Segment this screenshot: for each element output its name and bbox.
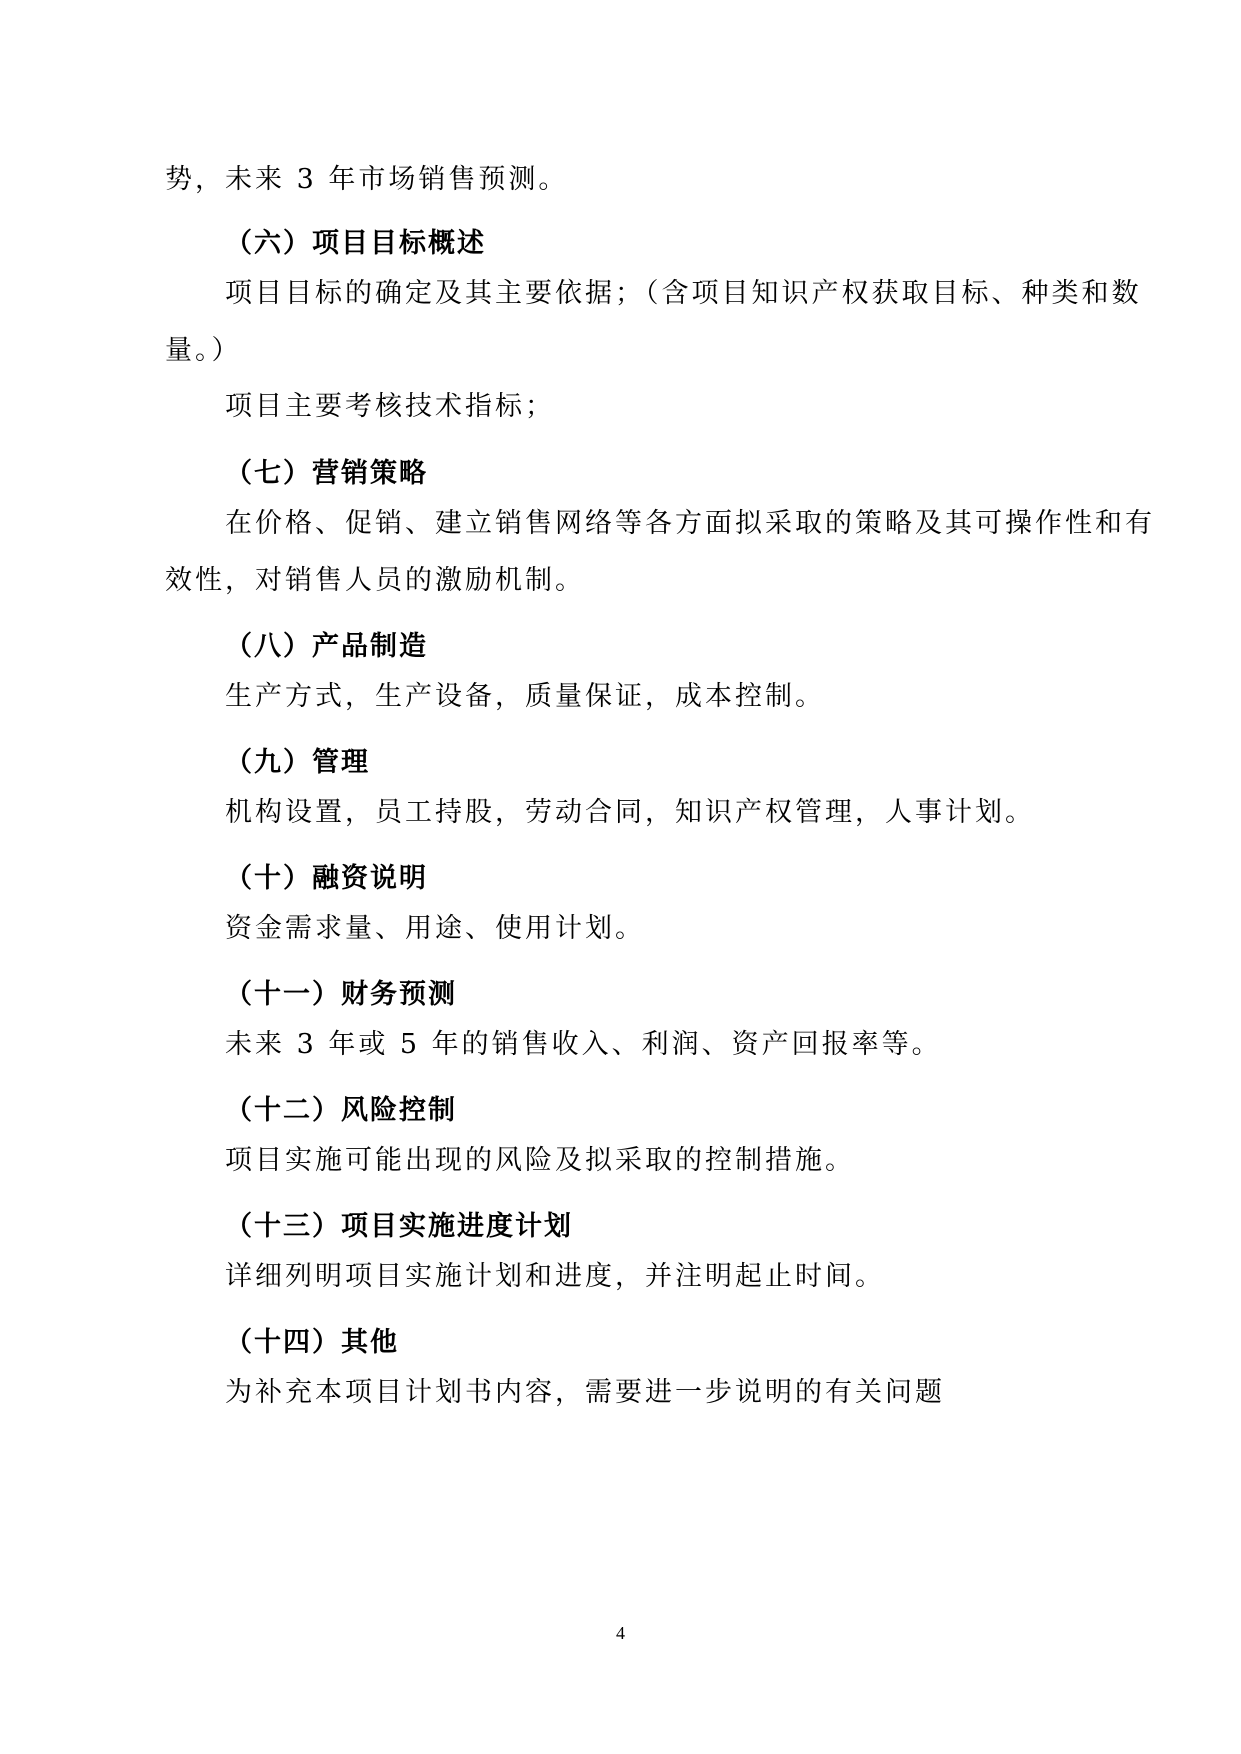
section-heading-12: （十二）风险控制 xyxy=(225,1095,457,1126)
body-text-line: 生产方式，生产设备，质量保证，成本控制。 xyxy=(225,681,825,712)
body-text-line: 项目实施可能出现的风险及拟采取的控制措施。 xyxy=(225,1145,855,1176)
body-text-line: 为补充本项目计划书内容，需要进一步说明的有关问题 xyxy=(225,1377,945,1408)
section-heading-13: （十三）项目实施进度计划 xyxy=(225,1211,573,1242)
body-text-line: 在价格、促销、建立销售网络等各方面拟采取的策略及其可操作性和有 xyxy=(225,508,1155,539)
body-text-line: 效性，对销售人员的激励机制。 xyxy=(165,565,585,596)
section-heading-8: （八）产品制造 xyxy=(225,631,428,662)
body-text-line: 未来 3 年或 5 年的销售收入、利润、资产回报率等。 xyxy=(225,1029,942,1060)
body-text-line: 项目主要考核技术指标； xyxy=(225,391,555,422)
section-heading-10: （十）融资说明 xyxy=(225,863,428,894)
section-heading-11: （十一）财务预测 xyxy=(225,979,457,1010)
section-heading-6: （六）项目目标概述 xyxy=(225,228,486,259)
body-text-line: 资金需求量、用途、使用计划。 xyxy=(225,913,645,944)
page-number: 4 xyxy=(616,1623,625,1643)
section-heading-14: （十四）其他 xyxy=(225,1327,399,1358)
body-text-line: 详细列明项目实施计划和进度，并注明起止时间。 xyxy=(225,1261,885,1292)
body-text-line: 项目目标的确定及其主要依据；（含项目知识产权获取目标、种类和数 xyxy=(225,278,1142,309)
body-text-line: 势，未来 3 年市场销售预测。 xyxy=(165,164,569,195)
section-heading-7: （七）营销策略 xyxy=(225,458,428,489)
section-heading-9: （九）管理 xyxy=(225,747,370,778)
body-text-line: 量。） xyxy=(165,335,242,366)
body-text-line: 机构设置，员工持股，劳动合同，知识产权管理，人事计划。 xyxy=(225,797,1035,828)
